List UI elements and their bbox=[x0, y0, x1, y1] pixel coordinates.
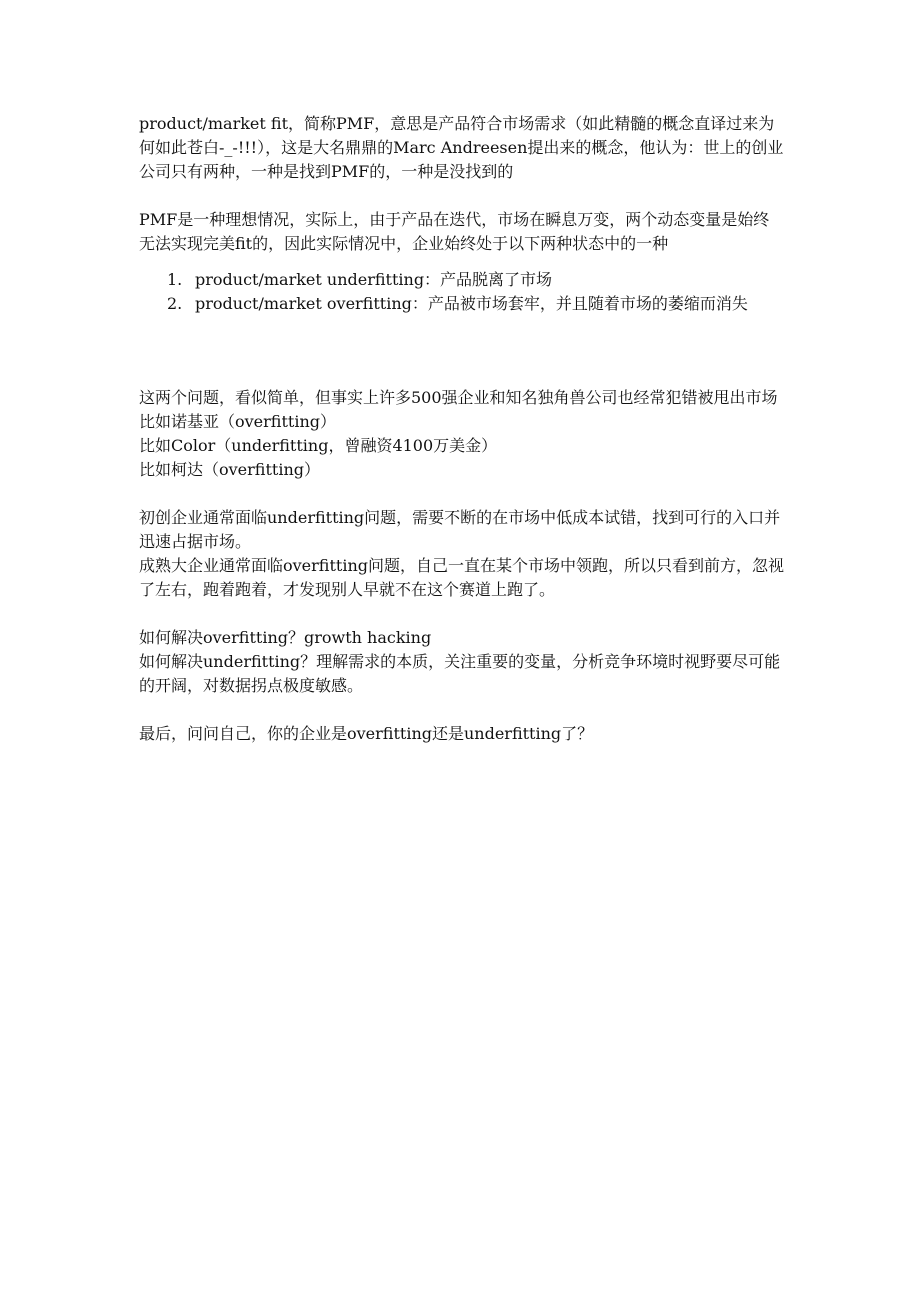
example-color: 比如Color（underfitting，曾融资4100万美金） bbox=[139, 436, 498, 455]
list-item bbox=[167, 268, 784, 292]
list-number: 2. bbox=[167, 294, 183, 313]
solve-underfitting-paragraph: 如何解决underfitting？理解需求的本质，关注重要的变量，分析竞争环境时视野要尽可能的开阔，对数据拐点极度敏感。 bbox=[139, 652, 781, 695]
list-number: 1. bbox=[167, 270, 183, 289]
closing-paragraph: 最后，问问自己，你的企业是overfitting还是underfitting了？ bbox=[139, 724, 594, 743]
problems-paragraph: 这两个问题，看似简单，但事实上许多500强企业和知名独角兽公司也经常犯错被甩出市场 bbox=[139, 388, 778, 407]
spacer bbox=[139, 602, 784, 626]
startup-paragraph: 初创企业通常面临underfitting问题，需要不断的在市场中低成本试错，找到可行的入口并迅速占据市场。 bbox=[139, 508, 781, 551]
list-text: product/market underfitting：产品脱离了市场 bbox=[195, 270, 553, 289]
document-page bbox=[139, 112, 784, 746]
spacer bbox=[139, 316, 784, 386]
solve-overfitting-paragraph: 如何解决overfitting？growth hacking bbox=[139, 628, 432, 647]
example-kodak: 比如柯达（overfitting） bbox=[139, 460, 320, 479]
mature-paragraph: 成熟大企业通常面临overfitting问题，自己一直在某个市场中领跑，所以只看到前方，忽视了左右，跑着跑着，才发现别人早就不在这个赛道上跑了。 bbox=[139, 556, 784, 599]
ideal-paragraph: PMF是一种理想情况，实际上，由于产品在迭代，市场在瞬息万变，两个动态变量是始终无法实现完美fit的，因此实际情况中，企业始终处于以下两种状态中的一种 bbox=[139, 210, 770, 253]
spacer bbox=[139, 184, 784, 208]
spacer bbox=[139, 482, 784, 506]
intro-paragraph: product/market fit，简称PMF，意思是产品符合市场需求（如此精髓的概念直译过来为何如此苍白-_-!!!），这是大名鼎鼎的Marc Andreesen提出来的概念，他认为：世上的创业公司只有两种，一种是找到PMF的，一种是没找到的 bbox=[139, 114, 784, 181]
list-text: product/market overfitting：产品被市场套牢，并且随着市场的萎缩而消失 bbox=[195, 294, 748, 313]
example-nokia: 比如诺基亚（overfitting） bbox=[139, 412, 336, 431]
list-item bbox=[167, 292, 784, 316]
state-list bbox=[139, 268, 784, 316]
spacer bbox=[139, 698, 784, 722]
